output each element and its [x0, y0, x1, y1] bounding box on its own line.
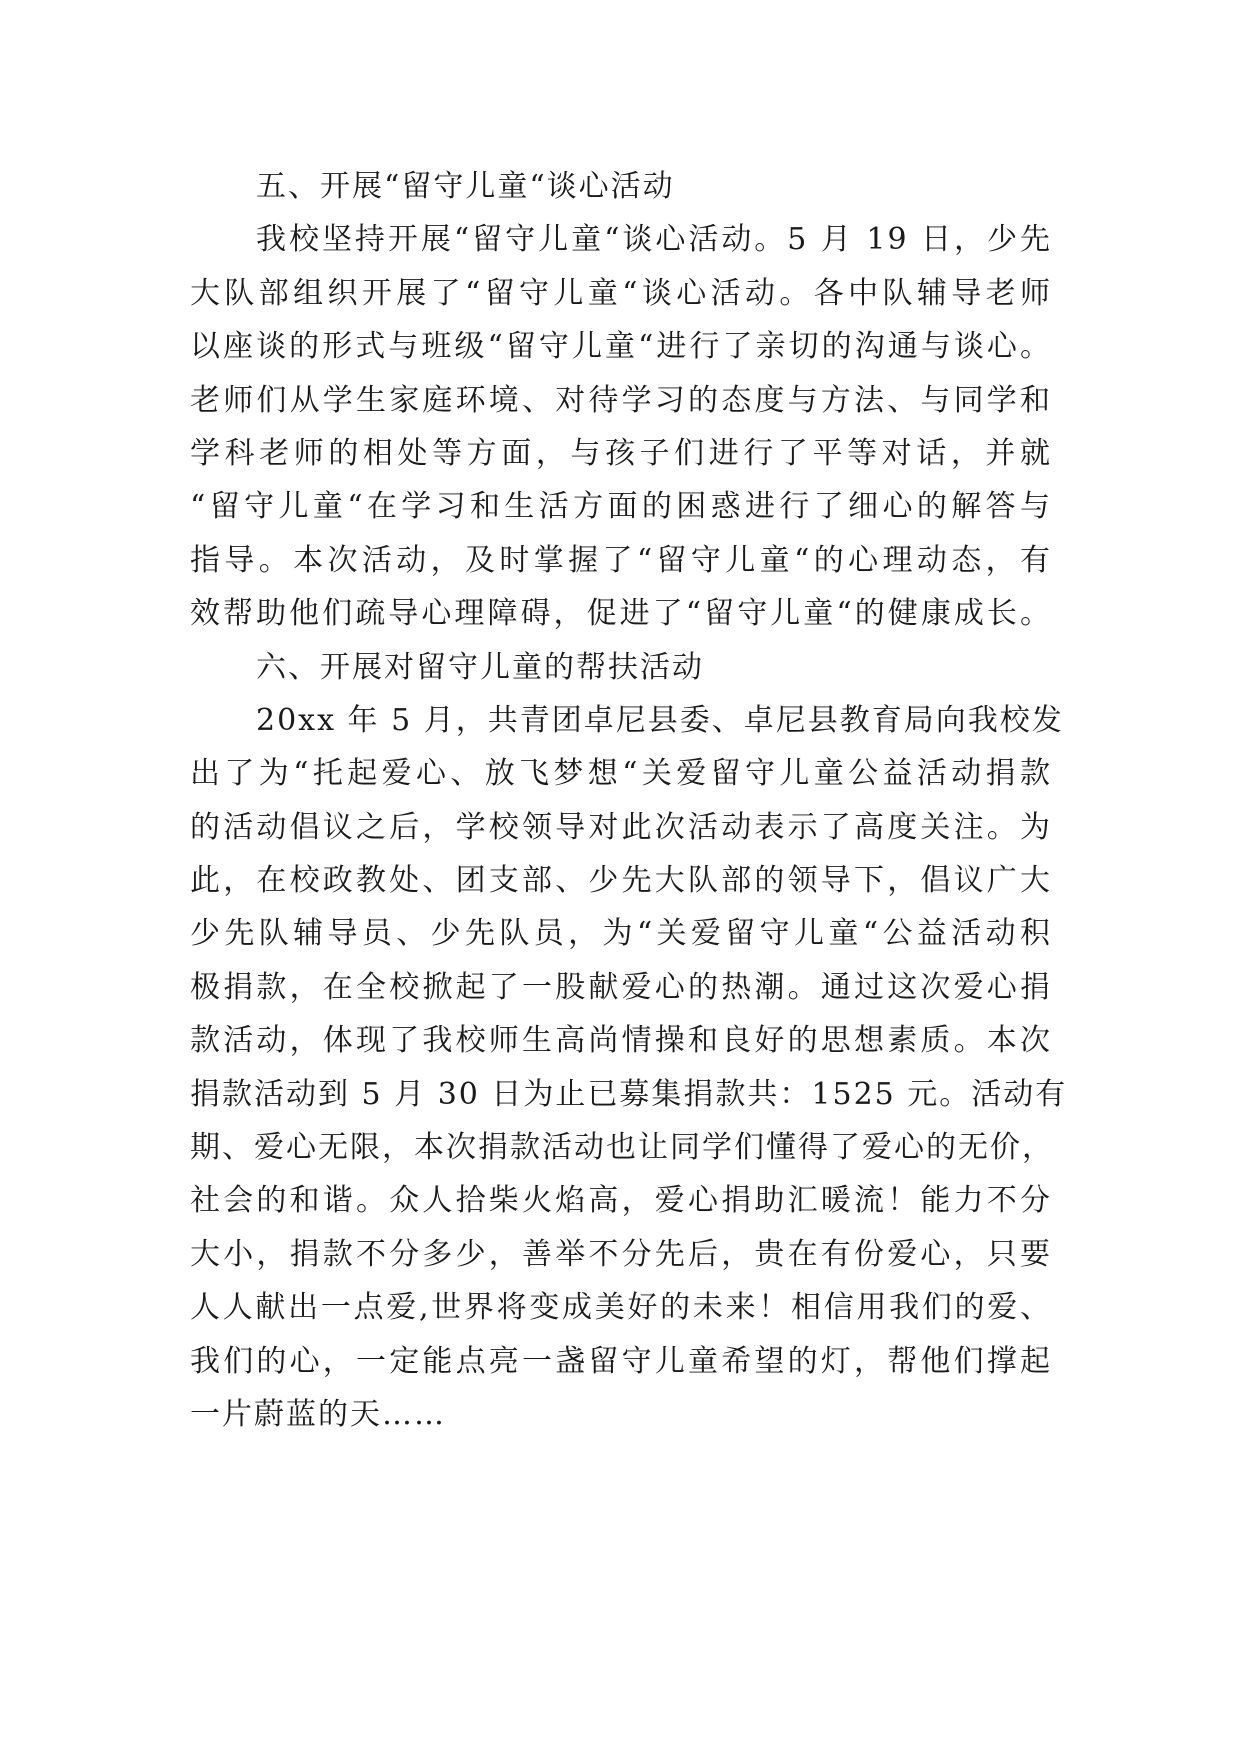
- paragraph-line: 人人献出一点爱,世界将变成美好的未来！相信用我们的爱、: [190, 1290, 1052, 1326]
- section-six: [190, 641, 1068, 1442]
- paragraph-line: 社会的和谐。众人拾柴火焰高，爱心捐助汇暖流！能力不分: [190, 1183, 1052, 1219]
- paragraph-line: 此，在校政教处、团支部、少先大队部的领导下，倡议广大: [190, 863, 1052, 899]
- section-heading: 六、开展对留守儿童的帮扶活动: [256, 649, 704, 685]
- paragraph-line: 我们的心，一定能点亮一盏留守儿童希望的灯，帮他们撑起: [190, 1343, 1052, 1379]
- paragraph-line: 捐款活动到 5 月 30 日为止已募集捐款共：1525 元。活动有: [190, 1076, 1068, 1112]
- paragraph-line: 20xx 年 5 月，共青团卓尼县委、卓尼县教育局向我校发: [256, 702, 1064, 738]
- document-body: [190, 160, 1068, 1441]
- paragraph-line: 款活动，体现了我校师生高尚情操和良好的思想素质。本次: [190, 1023, 1052, 1059]
- section-five: [190, 160, 1052, 641]
- paragraph-line: 指导。本次活动，及时掌握了“留守儿童“的心理动态，有: [190, 542, 1052, 578]
- paragraph-line: 我校坚持开展“留守儿童“谈心活动。5 月 19 日，少先: [256, 222, 1052, 258]
- paragraph-line: 期、爱心无限，本次捐款活动也让同学们懂得了爱心的无价，: [190, 1130, 1054, 1166]
- section-heading: 五、开展“留守儿童“谈心活动: [256, 169, 675, 204]
- paragraph-line: 少先队辅导员、少先队员，为“关爱留守儿童“公益活动积: [190, 916, 1052, 952]
- paragraph-line: 极捐款，在全校掀起了一股献爱心的热潮。通过这次爱心捐: [190, 969, 1052, 1005]
- paragraph-line: 出了为“托起爱心、放飞梦想“关爱留守儿童公益活动捐款: [190, 756, 1052, 792]
- paragraph-line: 学科老师的相处等方面，与孩子们进行了平等对话，并就: [190, 435, 1052, 471]
- paragraph-line: 大队部组织开展了“留守儿童“谈心活动。各中队辅导老师: [190, 275, 1052, 311]
- paragraph-line: 的活动倡议之后，学校领导对此次活动表示了高度关注。为: [190, 809, 1052, 845]
- paragraph-line: 一片蔚蓝的天……: [190, 1396, 446, 1432]
- paragraph-line: 大小，捐款不分多少，善举不分先后，贵在有份爱心，只要: [190, 1236, 1052, 1272]
- paragraph-line: 效帮助他们疏导心理障碍，促进了“留守儿童“的健康成长。: [190, 596, 1052, 632]
- paragraph-line: “留守儿童“在学习和生活方面的困惑进行了细心的解答与: [190, 489, 1052, 525]
- paragraph-line: 老师们从学生家庭环境、对待学习的态度与方法、与同学和: [190, 382, 1052, 418]
- paragraph-line: 以座谈的形式与班级“留守儿童“进行了亲切的沟通与谈心。: [190, 329, 1052, 365]
